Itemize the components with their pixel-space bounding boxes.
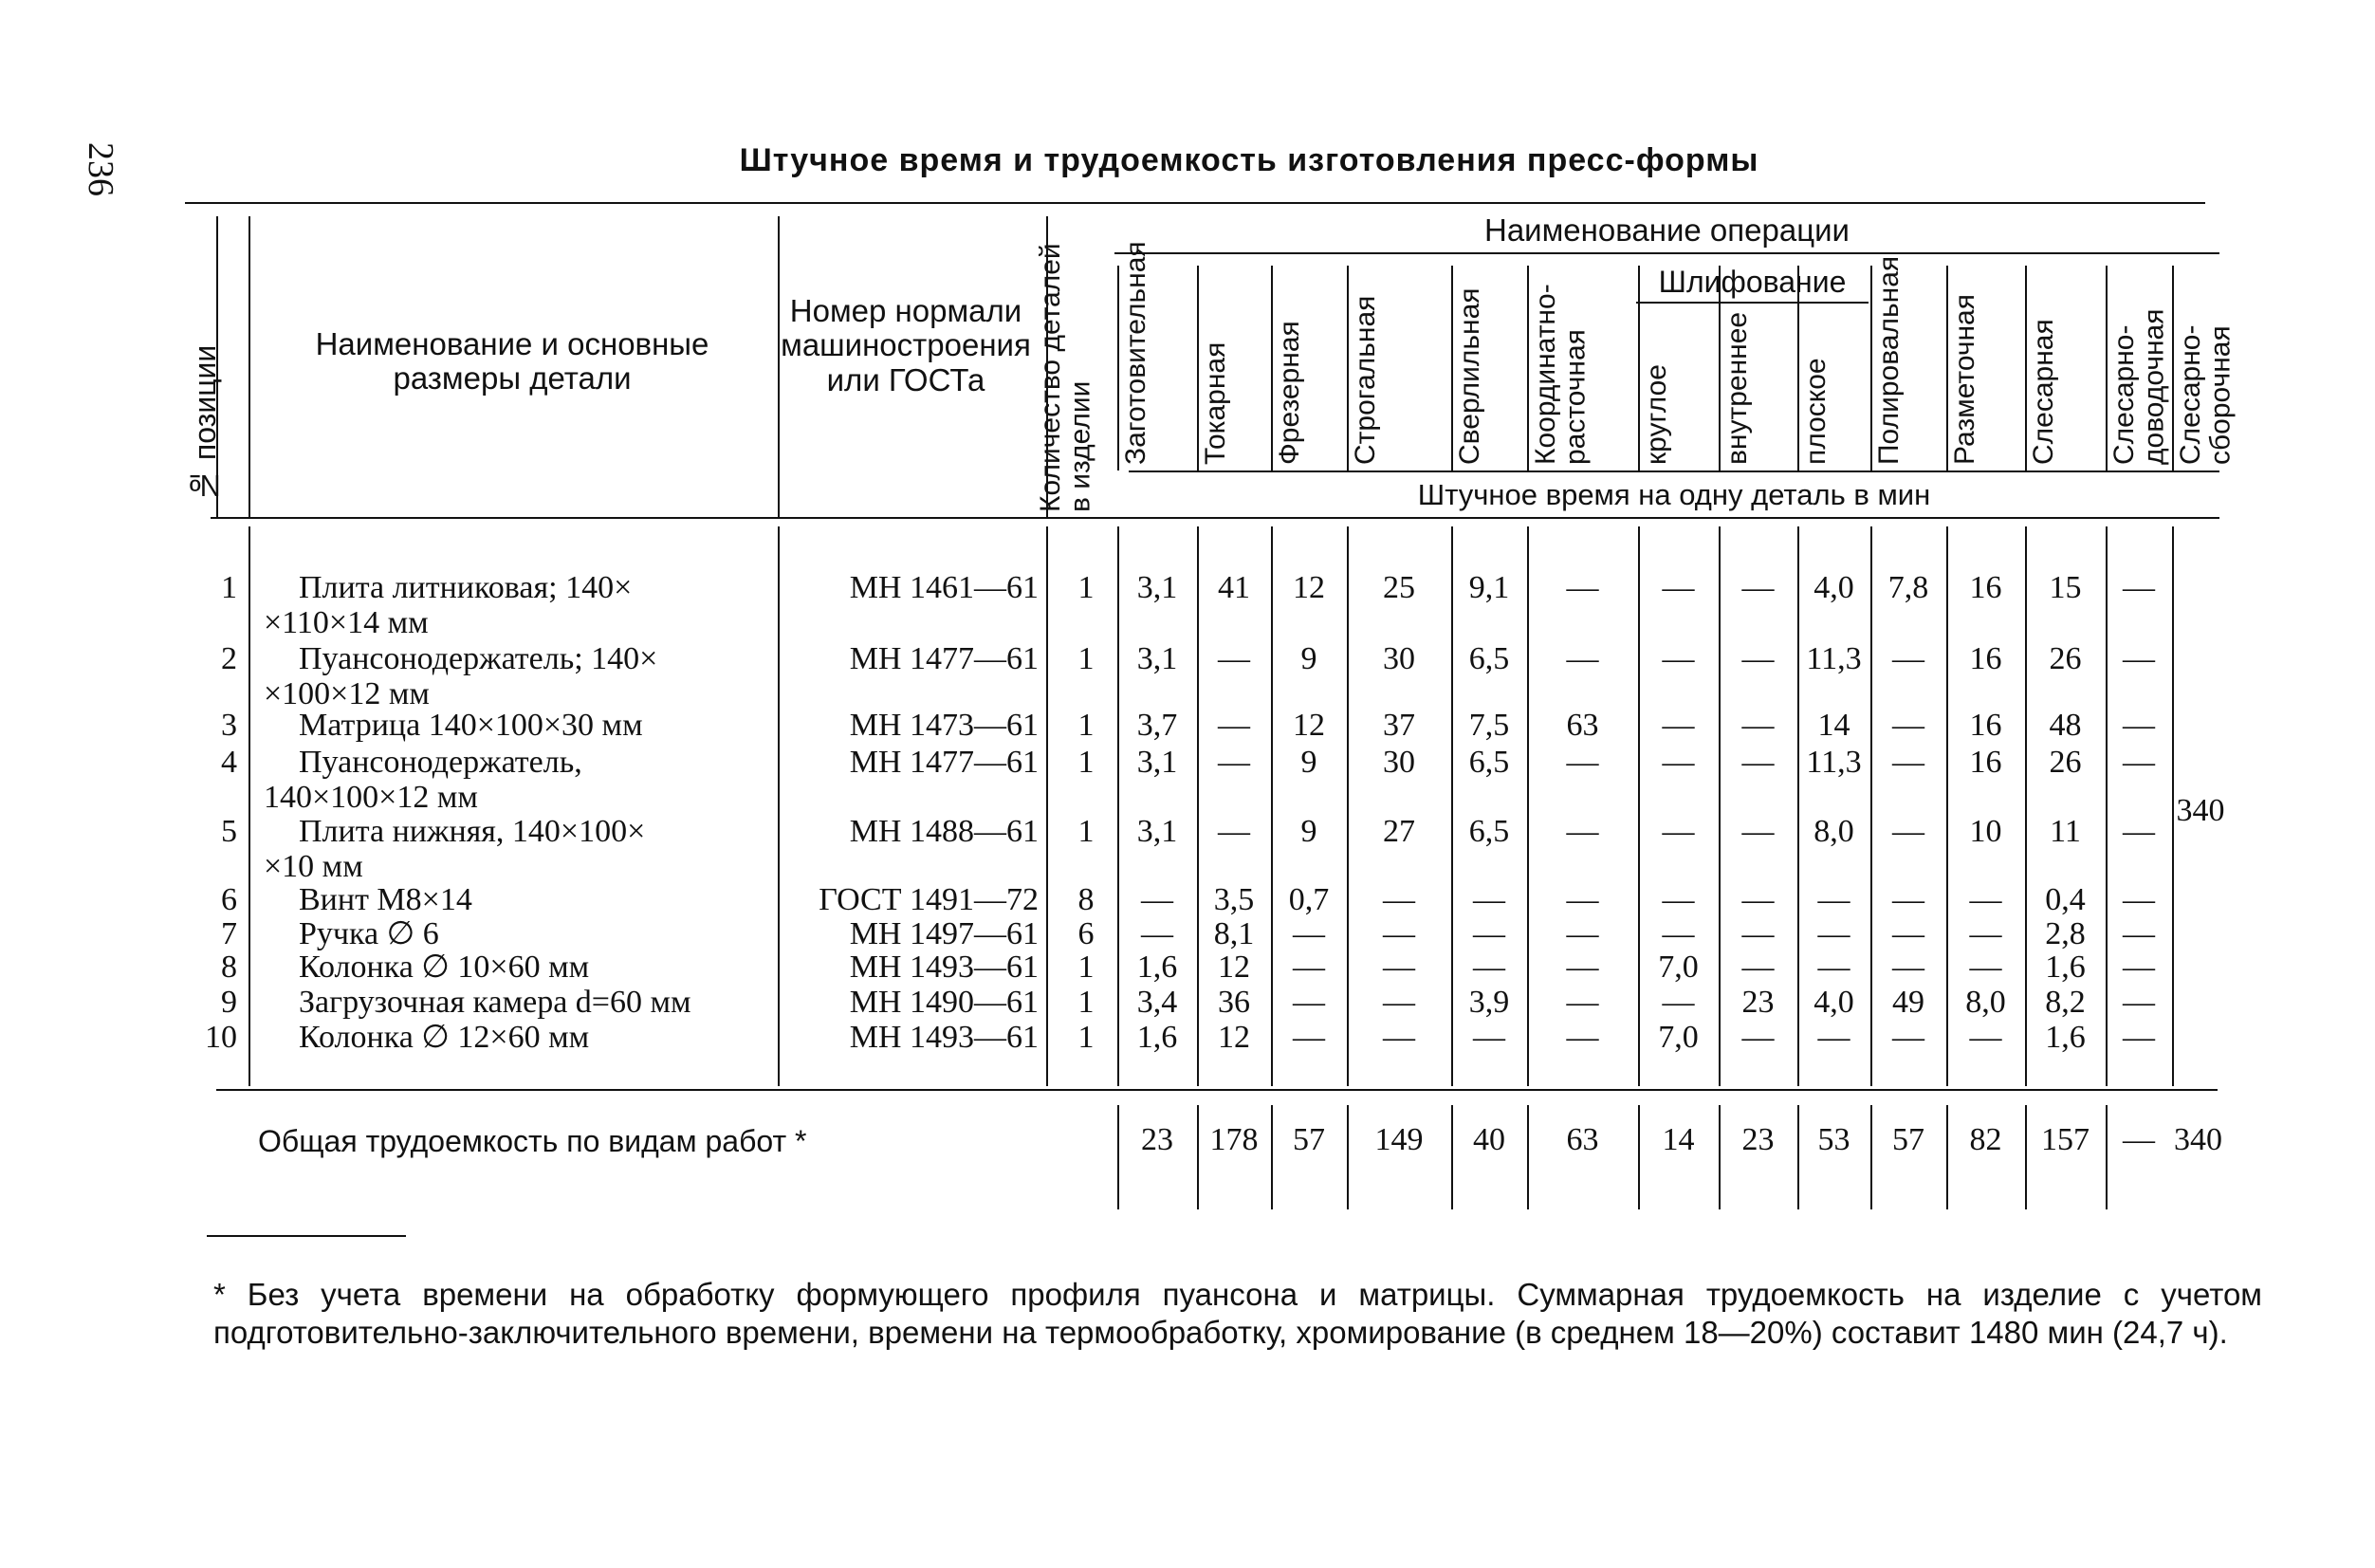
row-qty: 1 xyxy=(1077,708,1095,743)
unit-rule xyxy=(1129,470,2219,472)
row-pos: 2 xyxy=(221,641,237,676)
total-value: 149 xyxy=(1374,1122,1424,1157)
row-name-cont: ×100×12 мм xyxy=(264,676,430,711)
row-value: 8,2 xyxy=(2045,985,2086,1020)
row-name: Пуансонодержатель, xyxy=(299,745,582,780)
row-value: — xyxy=(1662,882,1695,917)
row-value: 10 xyxy=(1969,814,2002,849)
row-value: — xyxy=(1473,1020,1505,1055)
row-qty: 1 xyxy=(1077,745,1095,780)
header-op: Полировальная xyxy=(1873,255,1905,465)
row-value: — xyxy=(1383,1020,1415,1055)
row-value: — xyxy=(2123,570,2155,605)
row-value: 15 xyxy=(2049,570,2082,605)
row-value: 6,5 xyxy=(1468,641,1510,676)
row-norm: МН 1493—61 xyxy=(849,950,1039,985)
row-value: — xyxy=(1969,950,2002,985)
row-value: 11,3 xyxy=(1806,641,1862,676)
row-value: — xyxy=(2123,745,2155,780)
row-value: 63 xyxy=(1566,708,1599,743)
row-pos: 9 xyxy=(221,985,237,1020)
row-value: 7,8 xyxy=(1887,570,1929,605)
row-value: 49 xyxy=(1892,985,1924,1020)
total-value: 178 xyxy=(1209,1122,1259,1157)
total-value: 53 xyxy=(1817,1122,1850,1157)
row-value: 0,4 xyxy=(2045,882,2086,917)
header-op: внутреннее xyxy=(1721,311,1753,465)
total-value: 63 xyxy=(1566,1122,1599,1157)
row-name: Плита литниковая; 140× xyxy=(299,570,633,605)
table-column-rule xyxy=(1197,266,1199,470)
total-value: 57 xyxy=(1293,1122,1325,1157)
row-value: — xyxy=(1741,882,1775,917)
row-value: 8,0 xyxy=(1813,814,1854,849)
row-value: — xyxy=(2123,1020,2155,1055)
header-op: Сверлильная xyxy=(1454,287,1485,465)
row-value: — xyxy=(2123,641,2155,676)
table-column-rule xyxy=(2025,1105,2027,1209)
row-pos: 10 xyxy=(205,1020,237,1055)
row-value: 9 xyxy=(1300,814,1317,849)
row-value: 6,5 xyxy=(1468,814,1510,849)
row-value: 9,1 xyxy=(1468,570,1510,605)
header-norm: Номер нормали машиностроения или ГОСТа xyxy=(781,293,1031,397)
total-value: — xyxy=(2123,1122,2155,1157)
row-name: Пуансонодержатель; 140× xyxy=(299,641,658,676)
row-value: — xyxy=(1566,745,1599,780)
row-value: 4,0 xyxy=(1813,985,1854,1020)
row-qty: 1 xyxy=(1077,570,1095,605)
row-value: — xyxy=(1969,1020,2002,1055)
row-qty: 1 xyxy=(1077,985,1095,1020)
table-column-rule xyxy=(1046,526,1048,1086)
row-name-cont: 140×100×12 мм xyxy=(264,780,478,815)
row-value: — xyxy=(2123,882,2155,917)
row-norm: МН 1488—61 xyxy=(849,814,1039,849)
row-value: 12 xyxy=(1218,1020,1250,1055)
row-value: — xyxy=(1892,708,1924,743)
row-value: — xyxy=(1817,882,1850,917)
row-value: — xyxy=(1892,916,1924,951)
row-value: — xyxy=(1218,745,1250,780)
row-value: — xyxy=(2123,916,2155,951)
header-op: Заготовительная xyxy=(1120,241,1151,465)
row-value: 26 xyxy=(2049,745,2082,780)
row-value: — xyxy=(1293,950,1325,985)
row-value: 30 xyxy=(1383,745,1415,780)
row-value: — xyxy=(1662,570,1695,605)
row-pos: 5 xyxy=(221,814,237,849)
table-column-rule xyxy=(1451,1105,1453,1209)
row-norm: МН 1493—61 xyxy=(849,1020,1039,1055)
row-value: 27 xyxy=(1383,814,1415,849)
row-value: — xyxy=(1218,708,1250,743)
footnote-rule xyxy=(207,1235,406,1237)
row-value: 12 xyxy=(1293,570,1325,605)
row-value: — xyxy=(1473,916,1505,951)
row-value: 12 xyxy=(1293,708,1325,743)
header-op: Слесарно-доводочная xyxy=(2108,308,2170,465)
row-value: — xyxy=(1892,882,1924,917)
footnote: * Без учета времени на обработку формующего профиля пуансона и матрицы. Суммарная трудоемкость на изделие с учетом подготовительно-заключительного времени, времени на термообработку, хромирование (в среднем 18—20%) составит 1480 мин (24,7 ч). xyxy=(213,1277,2262,1350)
row-value: 3,1 xyxy=(1136,745,1178,780)
row-value: — xyxy=(1892,814,1924,849)
table-column-rule xyxy=(1197,1105,1199,1209)
header-op: круглое xyxy=(1641,364,1672,465)
table-column-rule xyxy=(1527,266,1529,470)
row-value: — xyxy=(1566,916,1599,951)
table-column-rule xyxy=(1527,1105,1529,1209)
row-value: 0,7 xyxy=(1288,882,1330,917)
row-value: — xyxy=(1566,641,1599,676)
row-value: — xyxy=(1741,641,1775,676)
row-value: — xyxy=(1293,916,1325,951)
header-op: Строгальная xyxy=(1350,295,1381,465)
table-column-rule xyxy=(1347,1105,1349,1209)
table-column-rule xyxy=(1870,1105,1872,1209)
row-value: 1,6 xyxy=(2045,1020,2086,1055)
header-qty: Количество деталей в изделии xyxy=(1035,243,1096,512)
header-op: плоское xyxy=(1800,358,1832,465)
row-pos: 7 xyxy=(221,916,237,951)
row-value: — xyxy=(1473,950,1505,985)
header-unit: Штучное время на одну деталь в мин xyxy=(1417,478,1931,511)
header-operations: Наименование операции xyxy=(1484,212,1850,248)
table-column-rule xyxy=(1451,266,1453,470)
table-column-rule xyxy=(249,216,250,517)
table-column-rule xyxy=(1638,1105,1640,1209)
row-value: 1,6 xyxy=(2045,950,2086,985)
body-bottom-rule xyxy=(216,1089,2218,1091)
row-value: 48 xyxy=(2049,708,2082,743)
row-value: 3,1 xyxy=(1136,570,1178,605)
row-pos: 6 xyxy=(221,882,237,917)
row-value: — xyxy=(1218,641,1250,676)
row-value: — xyxy=(1662,814,1695,849)
row-norm: МН 1490—61 xyxy=(849,985,1039,1020)
header-op: Токарная xyxy=(1200,341,1231,465)
row-value: 12 xyxy=(1218,950,1250,985)
row-value: — xyxy=(1566,882,1599,917)
row-value: — xyxy=(1566,985,1599,1020)
row-value: 8,1 xyxy=(1213,916,1255,951)
row-norm: МН 1477—61 xyxy=(849,745,1039,780)
row-value: 25 xyxy=(1383,570,1415,605)
row-value: — xyxy=(2123,814,2155,849)
row-value: — xyxy=(1566,570,1599,605)
table-top-rule xyxy=(185,202,2205,204)
row-value: — xyxy=(1892,1020,1924,1055)
row-value: — xyxy=(1293,1020,1325,1055)
total-value: 23 xyxy=(1741,1122,1775,1157)
row-value: — xyxy=(1662,985,1695,1020)
row-value: 41 xyxy=(1218,570,1250,605)
row-name: Плита нижняя, 140×100× xyxy=(299,814,646,849)
table-column-rule xyxy=(2106,1105,2108,1209)
row-norm: МН 1497—61 xyxy=(849,916,1039,951)
row-value: — xyxy=(1741,1020,1775,1055)
row-value: — xyxy=(1566,950,1599,985)
row-value: — xyxy=(2123,950,2155,985)
grinding-rule xyxy=(1636,302,1869,304)
row-pos: 8 xyxy=(221,950,237,985)
row-name: Винт М8×14 xyxy=(299,882,472,917)
row-value: 7,0 xyxy=(1658,1020,1699,1055)
row-value: 3,5 xyxy=(1213,882,1255,917)
row-value: — xyxy=(1662,745,1695,780)
page-title: Штучное время и трудоемкость изготовления пресс-формы xyxy=(739,142,1759,178)
row-value: 2,8 xyxy=(2045,916,2086,951)
row-qty: 1 xyxy=(1077,950,1095,985)
row-value: — xyxy=(1383,916,1415,951)
row-value: — xyxy=(1969,916,2002,951)
row-value: 3,7 xyxy=(1136,708,1178,743)
row-pos: 4 xyxy=(221,745,237,780)
row-pos: 1 xyxy=(221,570,237,605)
table-column-rule xyxy=(778,526,780,1086)
row-value: 1,6 xyxy=(1136,950,1178,985)
row-value: 4,0 xyxy=(1813,570,1854,605)
row-value: — xyxy=(1662,708,1695,743)
row-value: 9 xyxy=(1300,745,1317,780)
row-value: 9 xyxy=(1300,641,1317,676)
row-value: — xyxy=(1741,814,1775,849)
row-value: 6,5 xyxy=(1468,745,1510,780)
operations-rule xyxy=(1114,252,2219,254)
row-value: 3,9 xyxy=(1468,985,1510,1020)
row-value: 3,1 xyxy=(1136,641,1178,676)
row-value: — xyxy=(1741,950,1775,985)
row-value: — xyxy=(1662,916,1695,951)
row-name-cont: ×110×14 мм xyxy=(264,605,429,640)
row-value: 16 xyxy=(1969,745,2002,780)
table-column-rule xyxy=(2106,266,2108,470)
row-value: 37 xyxy=(1383,708,1415,743)
row-value: — xyxy=(1892,745,1924,780)
row-value: 16 xyxy=(1969,570,2002,605)
row-value: — xyxy=(1383,985,1415,1020)
row-value: — xyxy=(1293,985,1325,1020)
row-value: — xyxy=(1473,882,1505,917)
row-value: — xyxy=(1969,882,2002,917)
row-name: Ручка ∅ 6 xyxy=(299,916,439,951)
table-column-rule xyxy=(1946,1105,1948,1209)
row-value: 16 xyxy=(1969,708,2002,743)
row-value: 1,6 xyxy=(1136,1020,1178,1055)
row-value: — xyxy=(1141,916,1173,951)
table-column-rule xyxy=(2025,266,2027,470)
row-value: — xyxy=(1741,570,1775,605)
total-value: 340 xyxy=(2174,1122,2222,1157)
header-grinding: Шлифование xyxy=(1658,265,1847,299)
header-op: Координатно-расточная xyxy=(1530,284,1592,465)
row-value: 26 xyxy=(2049,641,2082,676)
row-value: — xyxy=(1892,950,1924,985)
row-value: — xyxy=(1741,708,1775,743)
header-bottom-rule xyxy=(211,517,2219,519)
row-value: 7,5 xyxy=(1468,708,1510,743)
header-op: Слесарно-сборочная xyxy=(2175,324,2237,465)
table-column-rule xyxy=(249,526,250,1086)
row-norm: ГОСТ 1491—72 xyxy=(819,882,1039,917)
row-name: Колонка ∅ 12×60 мм xyxy=(299,1020,590,1055)
row-norm: МН 1477—61 xyxy=(849,641,1039,676)
row-value: — xyxy=(1566,814,1599,849)
page-number: 236 xyxy=(81,142,120,196)
row-norm: МН 1461—61 xyxy=(849,570,1039,605)
table-column-rule xyxy=(1797,1105,1799,1209)
total-value: 40 xyxy=(1473,1122,1505,1157)
row-name-cont: ×10 мм xyxy=(264,849,363,884)
row-value: — xyxy=(1892,641,1924,676)
row-value: 23 xyxy=(1741,985,1775,1020)
row-name: Матрица 140×100×30 мм xyxy=(299,708,643,743)
row-norm: МН 1473—61 xyxy=(849,708,1039,743)
row-qty: 8 xyxy=(1077,882,1095,917)
row-qty: 6 xyxy=(1077,916,1095,951)
row-value: 3,4 xyxy=(1136,985,1178,1020)
total-value: 23 xyxy=(1141,1122,1173,1157)
total-value: 14 xyxy=(1662,1122,1695,1157)
table-column-rule xyxy=(1117,266,1119,470)
header-op: Разметочная xyxy=(1949,294,1980,465)
row-value: — xyxy=(1141,882,1173,917)
table-column-rule xyxy=(1271,1105,1273,1209)
header-op: Фрезерная xyxy=(1274,321,1305,465)
row-value: — xyxy=(1566,1020,1599,1055)
table-column-rule xyxy=(1271,266,1273,470)
row-value: 8,0 xyxy=(1965,985,2006,1020)
total-value: 57 xyxy=(1892,1122,1924,1157)
row-value: 11,3 xyxy=(1806,745,1862,780)
header-pos: № позиции xyxy=(188,344,222,503)
header-op: Слесарная xyxy=(2028,319,2059,465)
row-value: 11 xyxy=(2050,814,2081,849)
row-value: — xyxy=(1817,950,1850,985)
row-value: — xyxy=(1662,641,1695,676)
total-label: Общая трудоемкость по видам работ * xyxy=(258,1124,807,1158)
row-qty: 1 xyxy=(1077,814,1095,849)
row-value: 16 xyxy=(1969,641,2002,676)
row-value: 30 xyxy=(1383,641,1415,676)
row-value: 3,1 xyxy=(1136,814,1178,849)
assembly-value: 340 xyxy=(2176,793,2225,828)
row-name: Загрузочная камера d=60 мм xyxy=(299,985,691,1020)
row-qty: 1 xyxy=(1077,1020,1095,1055)
row-pos: 3 xyxy=(221,708,237,743)
row-value: — xyxy=(2123,708,2155,743)
row-qty: 1 xyxy=(1077,641,1095,676)
row-name: Колонка ∅ 10×60 мм xyxy=(299,950,590,985)
table-column-rule xyxy=(1719,1105,1721,1209)
table-column-rule xyxy=(1117,1105,1119,1209)
row-value: 36 xyxy=(1218,985,1250,1020)
total-value: 82 xyxy=(1969,1122,2002,1157)
row-value: — xyxy=(2123,985,2155,1020)
row-value: — xyxy=(1383,882,1415,917)
row-value: — xyxy=(1817,916,1850,951)
row-value: — xyxy=(1218,814,1250,849)
row-value: — xyxy=(1817,1020,1850,1055)
table-column-rule xyxy=(1946,266,1948,470)
row-value: — xyxy=(1741,916,1775,951)
row-value: — xyxy=(1383,950,1415,985)
row-value: 7,0 xyxy=(1658,950,1699,985)
header-name: Наименование и основные размеры детали xyxy=(315,326,709,397)
row-value: — xyxy=(1741,745,1775,780)
table-column-rule xyxy=(1870,266,1872,470)
table-column-rule xyxy=(2172,266,2174,470)
total-value: 157 xyxy=(2041,1122,2090,1157)
table-column-rule xyxy=(1347,266,1349,470)
row-value: 14 xyxy=(1817,708,1850,743)
